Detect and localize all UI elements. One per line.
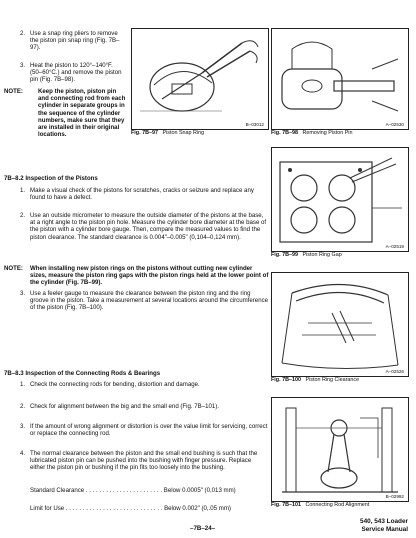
step-text: Heat the piston to 120°–140°F. (50–60°C.) and remove the piston pin (Fig. 7B–98). — [30, 62, 122, 84]
step-number: 2. — [20, 212, 26, 219]
step-text: Use a feeler gauge to measure the clearance between the piston ring and the ring groove in the piston. Take a measurement at several locations around the circumference of the piston (Fig. 7B–100). — [30, 290, 269, 312]
figure-code: A–02519 — [385, 244, 404, 249]
step-text: If the amount of wrong alignment or distortion is over the value limit for servicing, correct or replace the connecting rod. — [30, 423, 268, 438]
figure-number: Fig. 7B–99 — [271, 252, 298, 258]
figure-code: B–03012 — [245, 122, 264, 127]
figure-7b-98-caption — [271, 130, 353, 136]
note-label: NOTE: — [4, 88, 23, 95]
step-text: Use a snap ring pliers to remove the piston pin snap ring (Fig. 7B–97). — [30, 30, 120, 52]
figure-7b-97-image — [131, 28, 269, 130]
note-label: NOTE: — [4, 265, 23, 272]
section-heading-inspection-pistons: 7B–8.2 Inspection of the Pistons — [4, 175, 98, 182]
connecting-rod-alignment-illustration — [272, 398, 408, 501]
figure-number: Fig. 7B–98 — [271, 130, 298, 136]
figure-number: Fig. 7B–97 — [131, 130, 158, 136]
figure-7b-101-caption — [271, 502, 369, 508]
step-number: 2. — [20, 30, 26, 37]
step-number: 1. — [20, 187, 26, 194]
figure-7b-100-image — [271, 272, 409, 377]
step-text: Use an outside micrometer to measure the outside diameter of the pistons at the base, at a right angle to the piston pin hole. Measure the cylinder bore diameter at the base of the piston with a cylinder bore gauge. Then, compare the measured values to find the piston clearance. The standard clearance is 0.004"–0.005" (0,104–0,124 mm). — [30, 212, 267, 241]
figure-7b-99-caption — [271, 252, 342, 258]
figure-title: Removing Piston Pin — [302, 130, 353, 136]
figure-title: Piston Ring Clearance — [305, 377, 360, 383]
step-number: 4. — [20, 450, 26, 457]
figure-7b-100-caption — [271, 377, 359, 383]
note-text: Keep the piston, piston pin and connecting rod from each cylinder in separate groups in the sequence of the cylinder numbers, make sure that they are installed in their original locations. — [38, 88, 126, 139]
figure-7b-97-caption — [131, 130, 204, 136]
figure-number: Fig. 7B–101 — [271, 502, 301, 508]
step-text: Check for alignment between the big and the small end (Fig. 7B–101). — [30, 403, 220, 410]
step-number: 3. — [20, 290, 26, 297]
step-text: The normal clearance between the piston and the small end bushing is such that the lubricated piston pin can be pushed into the bushing with finger pressure. Replace either the piston pin or bushing if the pin fits too loosely into the bushing. — [30, 450, 258, 472]
figure-code: A–02526 — [385, 369, 404, 374]
piston-ring-clearance-illustration — [272, 273, 408, 376]
figure-7b-98-image — [271, 28, 409, 130]
figure-7b-101-image — [271, 397, 409, 502]
step-number: 1. — [20, 381, 26, 388]
spec-limit-for-use: Limit for Use . . . . . . . . . . . . . . . . . . . . . . . . . . . . . Below 0.002" (0,.05 mm) — [30, 505, 231, 512]
step-number: 3. — [20, 423, 26, 430]
footer-model: 540, 543 Loader — [360, 518, 408, 525]
section-heading-connecting-rods: 7B–8.3 Inspection of the Connecting Rods & Bearings — [4, 370, 161, 377]
step-text: Check the connecting rods for bending, distortion and damage. — [30, 381, 200, 388]
figure-number: Fig. 7B–100 — [271, 377, 301, 383]
figure-code: A–02530 — [385, 122, 404, 127]
snap-ring-pliers-illustration — [132, 29, 268, 129]
step-text: Make a visual check of the pistons for scratches, cracks or seizure and replace any found to have a defect. — [30, 187, 254, 202]
step-number: 3. — [20, 62, 26, 69]
figure-7b-99-image — [271, 147, 409, 252]
spec-standard-clearance: Standard Clearance . . . . . . . . . . . . . . . . . . . . . . . Below 0.0005" (0,013 mm) — [30, 487, 236, 494]
figure-title: Piston Snap Ring — [162, 130, 205, 136]
footer-manual: Service Manual — [361, 526, 408, 533]
figure-title: Piston Ring Gap — [302, 252, 342, 258]
step-number: 2. — [20, 403, 26, 410]
figure-code: B–02992 — [385, 494, 404, 499]
figure-title: Connecting Rod Alignment — [305, 502, 370, 508]
page-number: –7B–24– — [190, 525, 216, 532]
piston-ring-gap-illustration — [272, 148, 408, 251]
note-text: When installing new piston rings on the pistons without cutting new cylinder sizes, measure the piston ring gaps with the piston rings held at the lower point of the cylinder (Fig. 7B–99). — [30, 265, 269, 287]
piston-pin-removal-illustration — [272, 29, 408, 129]
